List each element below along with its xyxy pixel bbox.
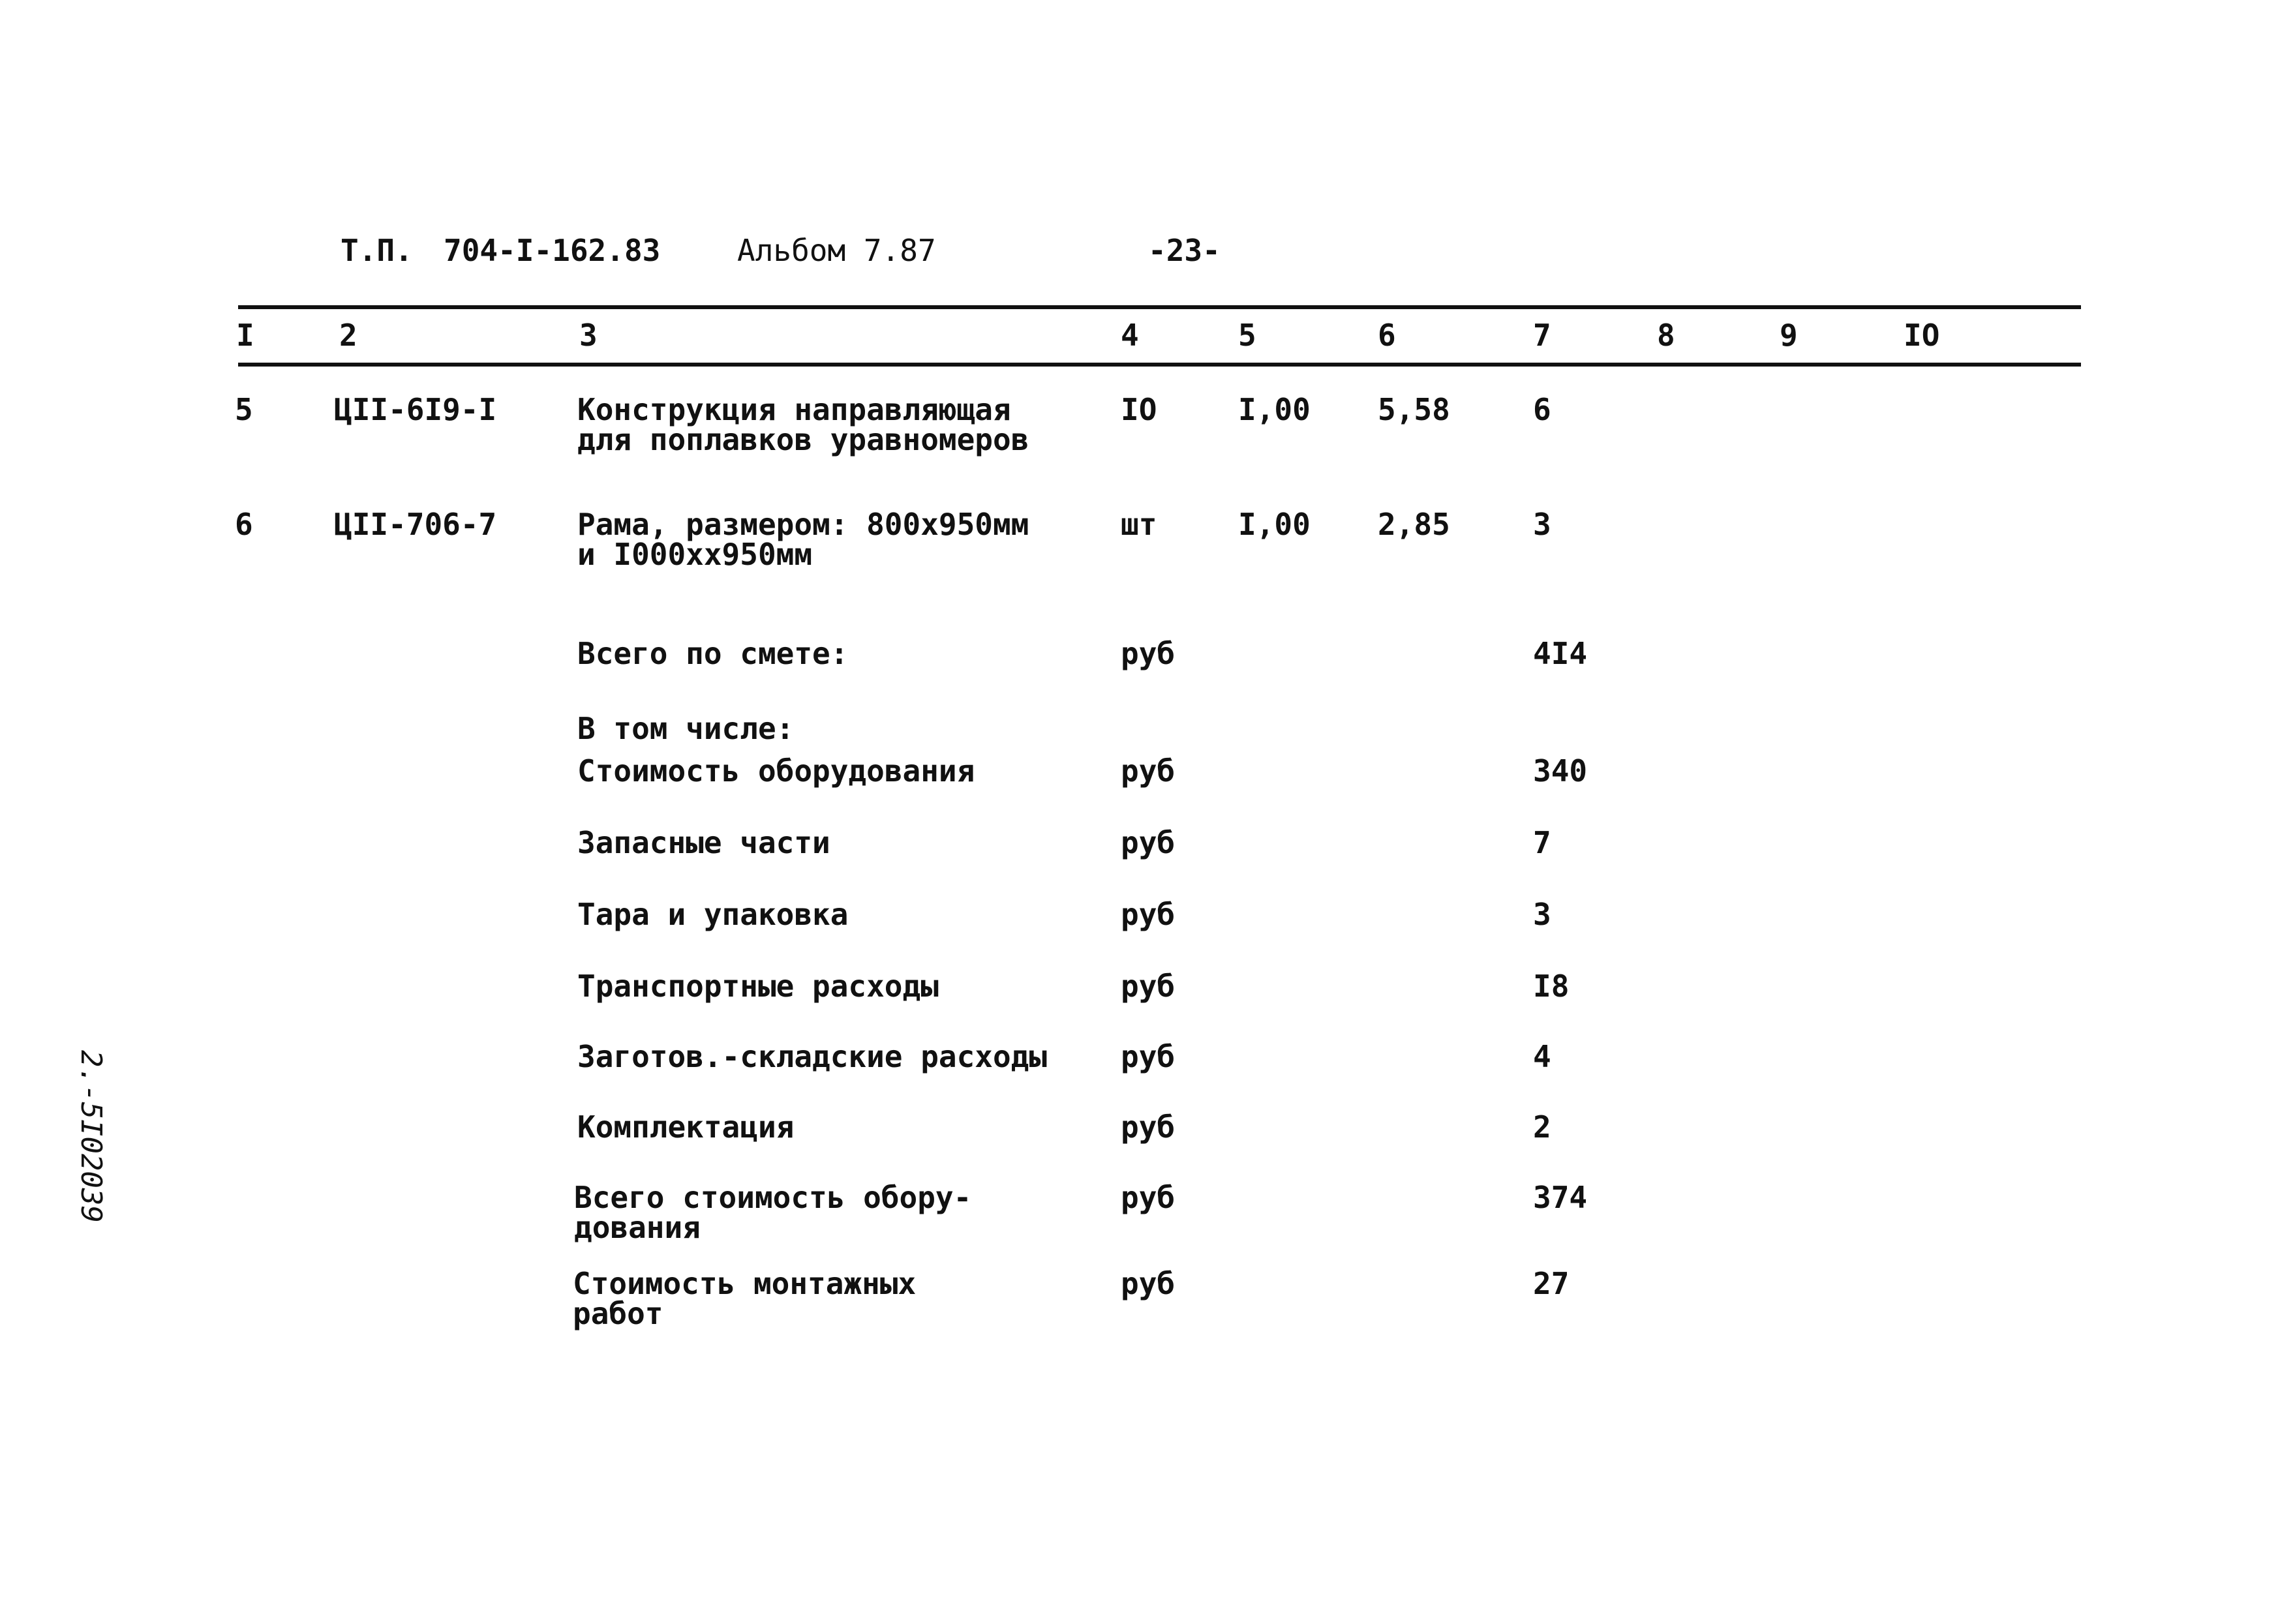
row-code: ЦII-6I9-I [334, 392, 497, 427]
including-label: В том числе: [577, 711, 795, 746]
summary-item-value: 4 [1533, 1039, 1551, 1074]
row-name-line1: Рама, размером: 800x950мм [577, 507, 1029, 542]
column-header-9: 9 [1780, 318, 1798, 353]
summary-item-label: Запасные части [577, 825, 830, 860]
row-price: 5,58 [1378, 392, 1450, 427]
row-number: 6 [235, 507, 253, 542]
tp-number: 704-I-162.83 [444, 233, 661, 268]
total-label: Всего по смете: [577, 636, 849, 671]
summary-item-value: 2 [1533, 1109, 1551, 1145]
installation-unit: руб [1121, 1266, 1176, 1301]
summary-item-unit: руб [1121, 897, 1176, 932]
row-qty: I,00 [1238, 392, 1311, 427]
column-header-2: 2 [339, 318, 357, 353]
tp-label: Т.П. [341, 233, 413, 268]
album-label: Альбом 7.87 [737, 233, 936, 268]
installation-label-line1: Стоимость монтажных [573, 1266, 917, 1301]
row-name-line2: для поплавков уравномеров [577, 422, 1029, 457]
total-value: 4I4 [1533, 636, 1588, 671]
summary-item-unit: руб [1121, 969, 1176, 1004]
margin-stamp: 2.-5I02039 [74, 1050, 108, 1223]
summary-item-value: 7 [1533, 825, 1551, 860]
page-number: -23- [1148, 233, 1221, 268]
equipment-total-value: 374 [1533, 1180, 1588, 1215]
equipment-total-label-line2: дования [574, 1210, 701, 1245]
row-name-line2: и I000xx950мм [577, 537, 813, 572]
total-unit: руб [1121, 636, 1176, 671]
column-header-8: 8 [1657, 318, 1675, 353]
column-header-6: 6 [1378, 318, 1396, 353]
row-total: 3 [1533, 507, 1551, 542]
column-header-1: I [236, 318, 254, 353]
equipment-total-unit: руб [1121, 1180, 1176, 1215]
header-bottom-rule [238, 363, 2081, 367]
summary-item-label: Комплектация [577, 1109, 795, 1145]
column-header-10: IO [1904, 318, 1940, 353]
row-code: ЦII-706-7 [334, 507, 497, 542]
summary-item-value: I8 [1533, 969, 1570, 1004]
row-unit: шт [1121, 507, 1157, 542]
summary-item-value: 340 [1533, 753, 1588, 789]
summary-item-unit: руб [1121, 1039, 1176, 1074]
summary-item-value: 3 [1533, 897, 1551, 932]
row-price: 2,85 [1378, 507, 1450, 542]
row-qty: I,00 [1238, 507, 1311, 542]
row-number: 5 [235, 392, 253, 427]
summary-item-unit: руб [1121, 1109, 1176, 1145]
column-header-4: 4 [1121, 318, 1139, 353]
summary-item-label: Транспортные расходы [577, 969, 939, 1004]
summary-item-label: Заготов.-складские расходы [577, 1039, 1048, 1074]
summary-item-label: Тара и упаковка [577, 897, 849, 932]
row-unit: IO [1121, 392, 1157, 427]
equipment-total-label-line1: Всего стоимость обору- [574, 1180, 972, 1215]
row-name-line1: Конструкция направляющая [577, 392, 1011, 427]
row-total: 6 [1533, 392, 1551, 427]
installation-value: 27 [1533, 1266, 1570, 1301]
column-header-3: 3 [579, 318, 598, 353]
column-header-5: 5 [1238, 318, 1256, 353]
summary-item-unit: руб [1121, 753, 1176, 789]
top-rule [238, 305, 2081, 309]
installation-label-line2: работ [573, 1296, 663, 1331]
summary-item-label: Стоимость оборудования [577, 753, 975, 789]
column-header-7: 7 [1533, 318, 1551, 353]
summary-item-unit: руб [1121, 825, 1176, 860]
